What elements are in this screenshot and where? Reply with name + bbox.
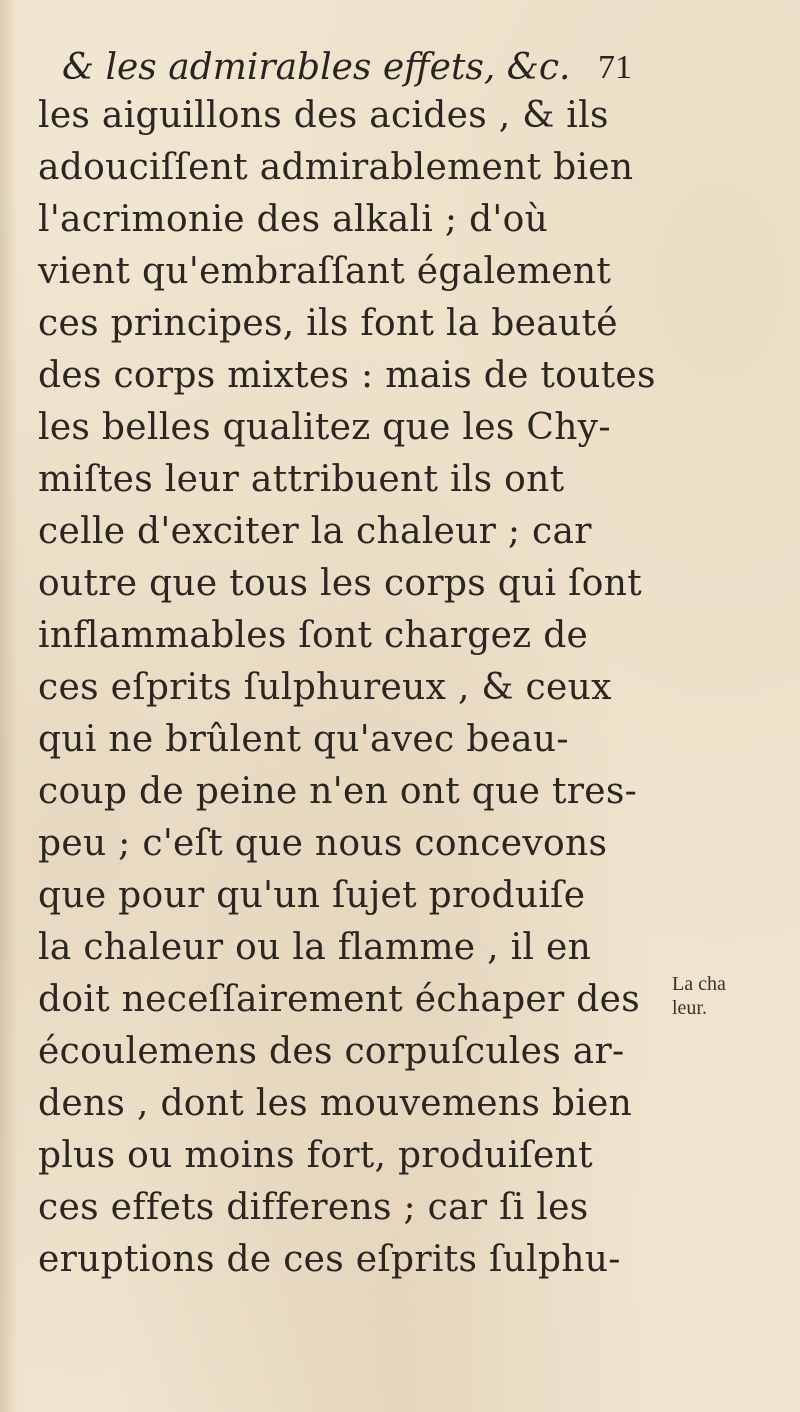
text-line: l'acrimonie des alkali ; d'où (38, 199, 549, 240)
text-line: eruptions de ces eſprits ſulphu- (38, 1239, 621, 1280)
running-head (62, 38, 632, 98)
text-line: adouciſſent admirablement bien (38, 147, 634, 188)
text-line: inflammables ſont chargez de (38, 615, 589, 656)
text-line: dens , dont les mouvemens bien (38, 1083, 633, 1124)
page-edge-shadow (0, 0, 18, 1412)
text-line: la chaleur ou la flamme , il en (38, 927, 592, 968)
text-line: doit neceſſairement échaper des (38, 979, 641, 1020)
text-line: miſtes leur attribuent ils ont (38, 459, 565, 500)
text-line: que pour qu'un ſujet produiſe (38, 875, 586, 916)
marginal-note-line: La cha (672, 973, 726, 995)
text-line: des corps mixtes : mais de toutes (38, 355, 656, 396)
text-line: vient qu'embraſſant également (38, 251, 612, 292)
text-line: outre que tous les corps qui ſont (38, 563, 642, 604)
text-line: ces eſprits ſulphureux , & ceux (38, 667, 612, 708)
text-line: celle d'exciter la chaleur ; car (38, 511, 592, 552)
text-line: coup de peine n'en ont que tres- (38, 771, 638, 812)
marginal-note (672, 972, 792, 1020)
page-number: 71 (598, 49, 632, 86)
text-line: ces principes, ils font la beauté (38, 303, 618, 344)
text-line: qui ne brûlent qu'avec beau- (38, 719, 569, 760)
body-text (38, 90, 656, 1286)
text-line: ces effets differens ; car ſi les (38, 1187, 589, 1228)
text-line: peu ; c'eſt que nous concevons (38, 823, 608, 864)
text-line: les belles qualitez que les Chy- (38, 407, 611, 448)
running-head-title: & les admirables effets, &c. (62, 47, 571, 88)
text-line: les aiguillons des acides , & ils (38, 95, 609, 136)
text-line: écoulemens des corpuſcules ar- (38, 1031, 625, 1072)
text-line: plus ou moins fort, produiſent (38, 1135, 593, 1176)
marginal-note-line: leur. (672, 997, 707, 1019)
